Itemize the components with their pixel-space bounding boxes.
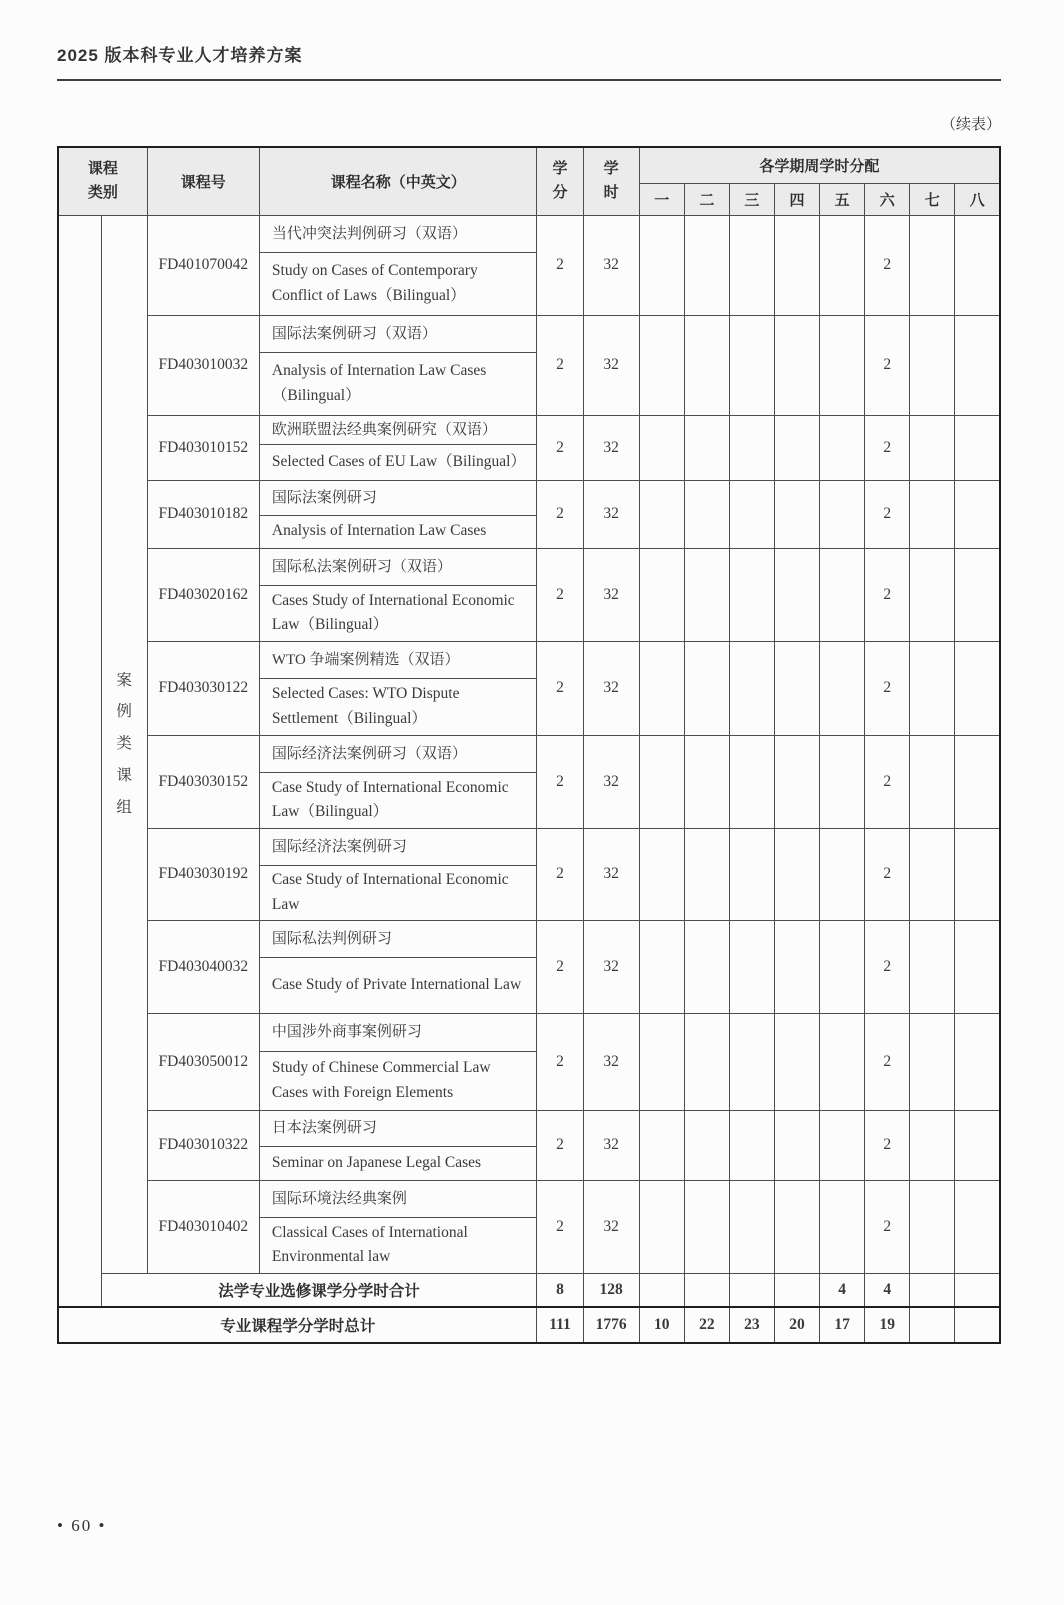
course-code: FD403030152: [147, 735, 259, 828]
subtotal-label: 法学专业选修课学分学时合计: [101, 1273, 537, 1307]
course-name-zh: 当代冲突法判例研习（双语）: [260, 216, 537, 253]
semester-cell: [774, 735, 819, 828]
course-code: FD403030122: [147, 641, 259, 735]
course-row: [58, 315, 1000, 415]
semester-cell: [639, 1110, 684, 1180]
course-code: FD403010402: [147, 1180, 259, 1273]
course-name-en: Case Study of International Economic Law（Bilingual）: [271, 778, 509, 820]
credits-cell: 2: [537, 415, 583, 480]
course-name-zh: 国际私法案例研习（双语）: [260, 549, 537, 586]
hours-cell: 32: [583, 215, 639, 315]
semester-cell: [774, 1013, 819, 1110]
hours-cell: 32: [583, 828, 639, 920]
curriculum-table: [57, 146, 1001, 1344]
credits-cell: 2: [537, 480, 583, 548]
semester-cell: 2: [865, 215, 910, 315]
header-sem-1: 一: [639, 183, 684, 215]
semester-cell: [910, 1013, 955, 1110]
semester-cell: 2: [865, 548, 910, 641]
semester-cell: [729, 315, 774, 415]
total-hours: 1776: [583, 1307, 639, 1343]
semester-cell: [639, 920, 684, 1013]
credits-cell: 2: [537, 1110, 583, 1180]
total-sem-cell: 19: [865, 1307, 910, 1343]
semester-cell: [729, 1110, 774, 1180]
semester-cell: [774, 920, 819, 1013]
semester-cell: [729, 641, 774, 735]
hours-cell: 32: [583, 480, 639, 548]
hours-cell: 32: [583, 315, 639, 415]
course-name-zh: 日本法案例研习: [260, 1111, 537, 1147]
credits-cell: 2: [537, 215, 583, 315]
total-sem-cell: 10: [639, 1307, 684, 1343]
semester-cell: [639, 828, 684, 920]
semester-cell: [729, 1013, 774, 1110]
total-label: 专业课程学分学时总计: [58, 1307, 537, 1343]
semester-cell: [639, 315, 684, 415]
semester-cell: 2: [865, 735, 910, 828]
course-name-zh: 国际法案例研习（双语）: [260, 316, 537, 353]
course-name-zh: 国际环境法经典案例: [260, 1181, 537, 1218]
course-row: [58, 1110, 1000, 1180]
semester-cell: [955, 641, 1000, 735]
semester-cell: [910, 548, 955, 641]
hours-cell: 32: [583, 1013, 639, 1110]
header-hours: 学时: [583, 147, 639, 215]
header-category: 课程类别: [58, 147, 147, 215]
hours-cell: 32: [583, 1110, 639, 1180]
course-name-en: Case Study of International Economic Law: [271, 871, 509, 913]
semester-cell: [910, 480, 955, 548]
course-name-cell: [259, 828, 537, 920]
semester-cell: 2: [865, 415, 910, 480]
header-course-name: 课程名称（中英文）: [259, 147, 537, 215]
course-name-zh: 国际私法判例研习: [260, 921, 537, 958]
course-name-zh: 国际经济法案例研习（双语）: [260, 736, 537, 773]
course-row: [58, 1013, 1000, 1110]
semester-cell: [955, 920, 1000, 1013]
semester-cell: [639, 1013, 684, 1110]
category-group-cell: [101, 215, 147, 1273]
title-divider: [57, 79, 1001, 81]
semester-cell: [774, 548, 819, 641]
semester-cell: [820, 920, 865, 1013]
hours-cell: 32: [583, 735, 639, 828]
subtotal-sem-cell: [639, 1273, 684, 1307]
credits-cell: 2: [537, 548, 583, 641]
course-code: FD403010032: [147, 315, 259, 415]
semester-cell: [774, 480, 819, 548]
semester-cell: [820, 1180, 865, 1273]
header-sem-6: 六: [865, 183, 910, 215]
course-row: [58, 215, 1000, 315]
course-row: [58, 415, 1000, 480]
semester-cell: [955, 415, 1000, 480]
hours-cell: 32: [583, 641, 639, 735]
course-name-en: Seminar on Japanese Legal Cases: [271, 1153, 482, 1171]
course-name-en: Selected Cases: WTO Dispute Settlement（Bilingual）: [271, 685, 460, 727]
subtotal-sem-cell: [729, 1273, 774, 1307]
continued-note: （续表）: [940, 117, 1001, 133]
course-name-cell: [259, 735, 537, 828]
header-sem-3: 三: [729, 183, 774, 215]
semester-cell: [639, 215, 684, 315]
semester-cell: 2: [865, 480, 910, 548]
semester-cell: [639, 641, 684, 735]
category-outer-cell: [58, 215, 101, 1307]
semester-cell: [774, 828, 819, 920]
semester-cell: [910, 1110, 955, 1180]
credits-cell: 2: [537, 641, 583, 735]
semester-cell: [729, 920, 774, 1013]
semester-cell: [684, 920, 729, 1013]
subtotal-sem-cell: [955, 1273, 1000, 1307]
semester-cell: [774, 641, 819, 735]
semester-cell: [639, 548, 684, 641]
header-sem-5: 五: [820, 183, 865, 215]
course-name-en: Study of Chinese Commercial Law Cases with Foreign Elements: [271, 1059, 491, 1101]
header-course-no: 课程号: [147, 147, 259, 215]
credits-cell: 2: [537, 1180, 583, 1273]
subtotal-hours: 128: [583, 1273, 639, 1307]
course-name-en: Analysis of Internation Law Cases （Bilingual）: [271, 362, 487, 404]
semester-cell: [955, 735, 1000, 828]
course-row: [58, 548, 1000, 641]
subtotal-sem-cell: [910, 1273, 955, 1307]
course-row: [58, 920, 1000, 1013]
semester-cell: [955, 215, 1000, 315]
semester-cell: [820, 1013, 865, 1110]
semester-cell: [684, 215, 729, 315]
semester-cell: 2: [865, 920, 910, 1013]
course-name-cell: [259, 1013, 537, 1110]
semester-cell: [820, 735, 865, 828]
semester-cell: [910, 315, 955, 415]
semester-cell: [910, 215, 955, 315]
credits-cell: 2: [537, 828, 583, 920]
semester-cell: [910, 920, 955, 1013]
semester-cell: 2: [865, 1180, 910, 1273]
semester-cell: [955, 1110, 1000, 1180]
course-name-cell: [259, 480, 537, 548]
semester-cell: [955, 315, 1000, 415]
semester-cell: [684, 315, 729, 415]
course-name-cell: [259, 315, 537, 415]
course-name-cell: [259, 215, 537, 315]
course-name-cell: [259, 641, 537, 735]
course-name-zh: 中国涉外商事案例研习: [260, 1014, 537, 1052]
semester-cell: [910, 828, 955, 920]
semester-cell: [729, 480, 774, 548]
course-name-zh: 欧洲联盟法经典案例研究（双语）: [260, 416, 537, 445]
course-name-en: Case Study of Private International Law: [271, 975, 522, 993]
course-code: FD403010322: [147, 1110, 259, 1180]
page-number: • 60 •: [57, 1516, 107, 1535]
course-name-cell: [259, 415, 537, 480]
semester-cell: 2: [865, 828, 910, 920]
course-code: FD403010152: [147, 415, 259, 480]
page-content: [57, 0, 1001, 1344]
course-code: FD401070042: [147, 215, 259, 315]
semester-cell: [684, 1013, 729, 1110]
semester-cell: [684, 1110, 729, 1180]
total-credits: 111: [537, 1307, 583, 1343]
hours-cell: 32: [583, 548, 639, 641]
course-name-en: Classical Cases of International Environmental law: [271, 1223, 468, 1265]
semester-cell: [820, 480, 865, 548]
credits-cell: 2: [537, 735, 583, 828]
semester-cell: [910, 735, 955, 828]
header-semester-group: 各学期周学时分配: [639, 147, 1000, 183]
semester-cell: [684, 480, 729, 548]
semester-cell: [774, 215, 819, 315]
semester-cell: [729, 215, 774, 315]
semester-cell: [820, 315, 865, 415]
course-name-cell: [259, 548, 537, 641]
hours-cell: 32: [583, 415, 639, 480]
semester-cell: [820, 828, 865, 920]
semester-cell: [684, 415, 729, 480]
course-row: [58, 480, 1000, 548]
total-row: [58, 1307, 1000, 1343]
course-name-cell: [259, 920, 537, 1013]
semester-cell: 2: [865, 1110, 910, 1180]
table-body: [58, 215, 1000, 1343]
semester-cell: [820, 215, 865, 315]
course-name-cell: [259, 1180, 537, 1273]
header-sem-4: 四: [774, 183, 819, 215]
category-label: 案例类课组: [116, 671, 132, 816]
course-name-en: Study on Cases of Contemporary Conflict of Laws（Bilingual）: [271, 262, 478, 304]
subtotal-sem-cell: 4: [820, 1273, 865, 1307]
total-sem-cell: 20: [774, 1307, 819, 1343]
semester-cell: [820, 641, 865, 735]
course-name-zh: 国际法案例研习: [260, 481, 537, 516]
semester-cell: 2: [865, 1013, 910, 1110]
course-row: [58, 828, 1000, 920]
total-sem-cell: [955, 1307, 1000, 1343]
subtotal-sem-cell: 4: [865, 1273, 910, 1307]
course-name-en: Analysis of Internation Law Cases: [271, 522, 487, 540]
header-credits: 学分: [537, 147, 583, 215]
subtotal-sem-cell: [684, 1273, 729, 1307]
total-sem-cell: 23: [729, 1307, 774, 1343]
semester-cell: [684, 828, 729, 920]
semester-cell: [729, 1180, 774, 1273]
semester-cell: [639, 480, 684, 548]
semester-cell: [955, 480, 1000, 548]
semester-cell: [910, 641, 955, 735]
table-header: [58, 147, 1000, 215]
subtotal-sem-cell: [774, 1273, 819, 1307]
semester-cell: 2: [865, 641, 910, 735]
page-title: 2025 版本科专业人才培养方案: [57, 46, 303, 65]
semester-cell: [729, 548, 774, 641]
semester-cell: [955, 548, 1000, 641]
semester-cell: [820, 415, 865, 480]
hours-cell: 32: [583, 1180, 639, 1273]
semester-cell: [910, 415, 955, 480]
credits-cell: 2: [537, 1013, 583, 1110]
course-row: [58, 641, 1000, 735]
semester-cell: [774, 1180, 819, 1273]
semester-cell: [955, 828, 1000, 920]
semester-cell: [955, 1180, 1000, 1273]
subtotal-row: [58, 1273, 1000, 1307]
semester-cell: 2: [865, 315, 910, 415]
course-code: FD403050012: [147, 1013, 259, 1110]
semester-cell: [684, 735, 729, 828]
course-name-cell: [259, 1110, 537, 1180]
semester-cell: [729, 828, 774, 920]
hours-cell: 32: [583, 920, 639, 1013]
semester-cell: [820, 1110, 865, 1180]
course-code: FD403020162: [147, 548, 259, 641]
credits-cell: 2: [537, 920, 583, 1013]
semester-cell: [774, 415, 819, 480]
course-name-zh: 国际经济法案例研习: [260, 829, 537, 866]
semester-cell: [820, 548, 865, 641]
total-sem-cell: 17: [820, 1307, 865, 1343]
semester-cell: [639, 735, 684, 828]
semester-cell: [774, 1110, 819, 1180]
semester-cell: [684, 641, 729, 735]
course-code: FD403010182: [147, 480, 259, 548]
semester-cell: [910, 1180, 955, 1273]
semester-cell: [639, 415, 684, 480]
semester-cell: [729, 415, 774, 480]
total-sem-cell: [910, 1307, 955, 1343]
semester-cell: [639, 1180, 684, 1273]
course-name-en: Cases Study of International Economic Law（Bilingual）: [271, 591, 515, 633]
course-code: FD403030192: [147, 828, 259, 920]
semester-cell: [684, 1180, 729, 1273]
course-row: [58, 1180, 1000, 1273]
course-row: [58, 735, 1000, 828]
course-name-en: Selected Cases of EU Law（Bilingual）: [271, 452, 526, 470]
header-sem-8: 八: [955, 183, 1000, 215]
semester-cell: [774, 315, 819, 415]
semester-cell: [684, 548, 729, 641]
total-sem-cell: 22: [684, 1307, 729, 1343]
course-name-zh: WTO 争端案例精选（双语）: [260, 642, 537, 679]
header-sem-7: 七: [910, 183, 955, 215]
course-code: FD403040032: [147, 920, 259, 1013]
header-sem-2: 二: [684, 183, 729, 215]
semester-cell: [729, 735, 774, 828]
semester-cell: [955, 1013, 1000, 1110]
credits-cell: 2: [537, 315, 583, 415]
subtotal-credits: 8: [537, 1273, 583, 1307]
